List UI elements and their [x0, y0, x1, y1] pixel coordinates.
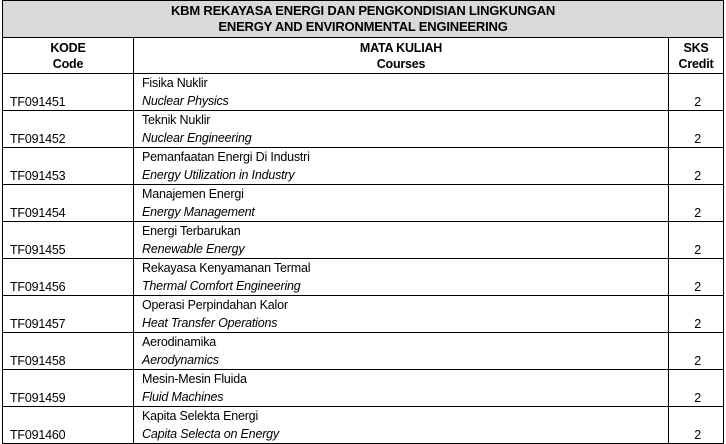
code-column-header[interactable]	[3, 38, 134, 74]
course-name-id: Energi Terbarukan	[142, 224, 241, 238]
table-row	[3, 222, 724, 259]
table-row	[3, 296, 724, 333]
course-name-id: Operasi Perpindahan Kalor	[142, 298, 288, 312]
code-header-en: Code	[52, 56, 84, 71]
course-name-id: Pemanfaatan Energi Di Industri	[142, 150, 310, 164]
course-name-cell[interactable]	[134, 370, 669, 407]
course-name-id: Rekayasa Kenyamanan Termal	[142, 261, 311, 275]
course-code-cell[interactable]: TF091458	[3, 333, 134, 370]
table-title-line1: KBM REKAYASA ENERGI DAN PENGKONDISIAN LINGKUNGAN	[170, 3, 556, 18]
course-name-cell[interactable]	[134, 222, 669, 259]
course-name-cell[interactable]	[134, 148, 669, 185]
course-name-cell[interactable]	[134, 185, 669, 222]
course-name-id: Teknik Nuklir	[142, 113, 211, 127]
course-code-cell[interactable]: TF091456	[3, 259, 134, 296]
course-name-en: Energy Utilization in Industry	[142, 168, 295, 182]
course-name-en: Fluid Machines	[142, 390, 224, 404]
table-title-line2: ENERGY AND ENVIRONMENTAL ENGINEERING	[218, 19, 508, 34]
course-code-cell[interactable]: TF091454	[3, 185, 134, 222]
course-code-cell[interactable]: TF091460	[3, 407, 134, 444]
code-header-id: KODE	[50, 40, 86, 55]
course-credit-cell[interactable]: 2	[669, 74, 724, 111]
table-title-row	[3, 1, 724, 38]
course-name-id: Manajemen Energi	[142, 187, 244, 201]
course-code-cell[interactable]: TF091451	[3, 74, 134, 111]
course-name-en: Aerodynamics	[142, 353, 219, 367]
course-credit-cell[interactable]: 2	[669, 333, 724, 370]
course-name-id: Aerodinamika	[142, 335, 217, 349]
course-code-cell[interactable]: TF091459	[3, 370, 134, 407]
course-name-en: Capita Selecta on Energy	[142, 427, 279, 441]
course-name-en: Thermal Comfort Engineering	[142, 279, 301, 293]
course-name-cell[interactable]	[134, 296, 669, 333]
course-credit-cell[interactable]: 2	[669, 370, 724, 407]
table-row	[3, 333, 724, 370]
course-credit-cell[interactable]: 2	[669, 296, 724, 333]
course-code-cell[interactable]: TF091455	[3, 222, 134, 259]
course-name-cell[interactable]	[134, 333, 669, 370]
credit-header-en: Credit	[678, 56, 714, 71]
table-row	[3, 111, 724, 148]
course-name-cell[interactable]	[134, 74, 669, 111]
course-code-cell[interactable]: TF091453	[3, 148, 134, 185]
course-header-en: Courses	[376, 56, 426, 71]
course-credit-cell[interactable]: 2	[669, 185, 724, 222]
course-code-cell[interactable]: TF091452	[3, 111, 134, 148]
course-credit-cell[interactable]: 2	[669, 222, 724, 259]
course-name-en: Energy Management	[142, 205, 255, 219]
table-row	[3, 185, 724, 222]
table-row	[3, 370, 724, 407]
course-column-header[interactable]	[134, 38, 669, 74]
course-code-cell[interactable]: TF091457	[3, 296, 134, 333]
table-row	[3, 407, 724, 444]
course-name-id: Kapita Selekta Energi	[142, 409, 259, 423]
course-header-id: MATA KULIAH	[359, 40, 443, 55]
table-title-cell[interactable]	[3, 1, 724, 38]
table-row	[3, 259, 724, 296]
course-credit-cell[interactable]: 2	[669, 407, 724, 444]
course-name-id: Fisika Nuklir	[142, 76, 208, 90]
course-credit-cell[interactable]: 2	[669, 111, 724, 148]
credit-column-header[interactable]	[669, 38, 724, 74]
course-table	[2, 0, 724, 444]
table-row	[3, 74, 724, 111]
course-name-id: Mesin-Mesin Fluida	[142, 372, 247, 386]
course-name-en: Heat Transfer Operations	[142, 316, 278, 330]
course-credit-cell[interactable]: 2	[669, 148, 724, 185]
course-name-cell[interactable]	[134, 407, 669, 444]
course-name-en: Renewable Energy	[142, 242, 245, 256]
course-name-en: Nuclear Physics	[142, 94, 229, 108]
course-name-en: Nuclear Engineering	[142, 131, 252, 145]
course-name-cell[interactable]	[134, 259, 669, 296]
course-credit-cell[interactable]: 2	[669, 259, 724, 296]
table-row	[3, 148, 724, 185]
course-name-cell[interactable]	[134, 111, 669, 148]
credit-header-id: SKS	[683, 40, 709, 55]
column-header-row	[3, 38, 724, 74]
